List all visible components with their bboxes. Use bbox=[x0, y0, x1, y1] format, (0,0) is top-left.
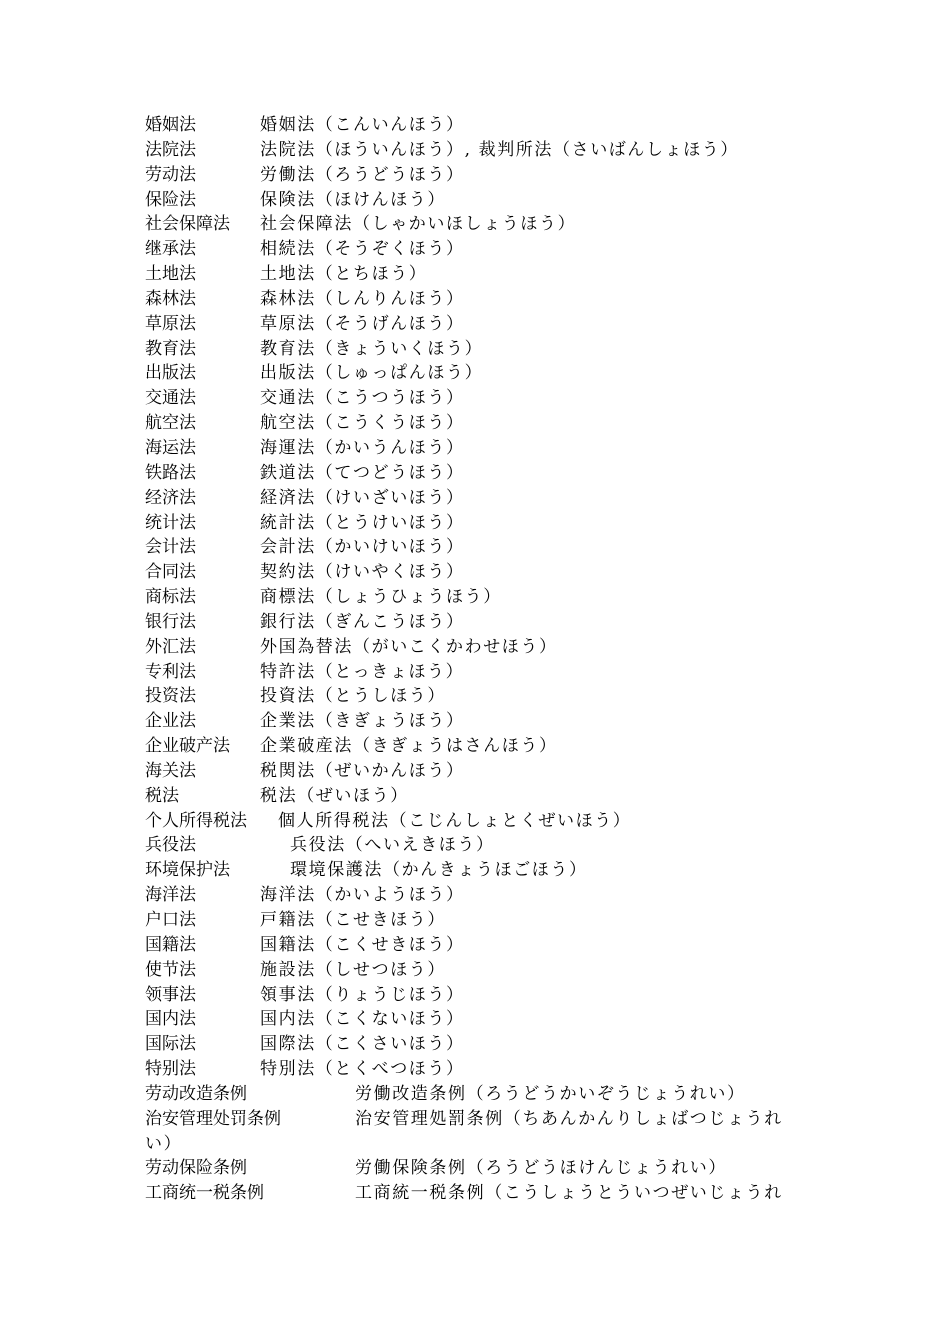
glossary-entry bbox=[145, 361, 805, 386]
japanese-term: 教育法（きょういくほう） bbox=[260, 338, 484, 359]
chinese-term: 森林法 bbox=[145, 288, 196, 309]
glossary-entry bbox=[145, 386, 805, 411]
chinese-term: 投资法 bbox=[145, 686, 196, 707]
glossary-entry bbox=[145, 983, 805, 1008]
glossary-entry bbox=[145, 858, 805, 883]
japanese-term: 個人所得税法（こじんしょとくぜいほう） bbox=[278, 810, 632, 831]
glossary-entry bbox=[145, 1181, 805, 1206]
japanese-term: 航空法（こうくうほう） bbox=[260, 413, 465, 434]
glossary-entry bbox=[145, 262, 805, 287]
japanese-term: 出版法（しゅっぱんほう） bbox=[260, 363, 484, 384]
chinese-term: 铁路法 bbox=[145, 462, 196, 483]
glossary-entry bbox=[145, 237, 805, 262]
japanese-term: 鉄道法（てつどうほう） bbox=[260, 462, 465, 483]
glossary-entry bbox=[145, 212, 805, 237]
japanese-term: 商標法（しょうひょうほう） bbox=[260, 587, 502, 608]
glossary-entry bbox=[145, 535, 805, 560]
japanese-term: 工商統一税条例（こうしょうとういつぜいじょうれ bbox=[355, 1183, 783, 1204]
glossary-entry bbox=[145, 1007, 805, 1032]
glossary-entry bbox=[145, 684, 805, 709]
japanese-term: 兵役法（へいえきほう） bbox=[290, 835, 495, 856]
glossary-entry bbox=[145, 337, 805, 362]
glossary-entry bbox=[145, 883, 805, 908]
glossary-entry bbox=[145, 833, 805, 858]
chinese-term: 国籍法 bbox=[145, 934, 196, 955]
japanese-term: 海洋法（かいようほう） bbox=[260, 885, 465, 906]
glossary-entry bbox=[145, 1057, 805, 1082]
japanese-term: 戸籍法（こせきほう） bbox=[260, 910, 446, 930]
glossary-entry bbox=[145, 1107, 805, 1132]
japanese-term: 労働改造条例（ろうどうかいぞうじょうれい） bbox=[355, 1083, 746, 1104]
japanese-term: 企業破産法（きぎょうはさんほう） bbox=[260, 736, 558, 757]
chinese-term: 社会保障法 bbox=[145, 214, 230, 235]
glossary-entry bbox=[145, 511, 805, 536]
chinese-term: 兵役法 bbox=[145, 835, 196, 856]
chinese-term: 劳动保险条例 bbox=[145, 1158, 247, 1179]
glossary-entry bbox=[145, 585, 805, 610]
japanese-term: 保険法（ほけんほう） bbox=[260, 189, 446, 210]
glossary-entry bbox=[145, 163, 805, 188]
glossary-entry bbox=[145, 411, 805, 436]
chinese-term: 税法 bbox=[145, 785, 179, 806]
glossary-entry bbox=[145, 138, 805, 163]
japanese-term: 交通法（こうつうほう） bbox=[260, 388, 465, 409]
chinese-term: 劳动改造条例 bbox=[145, 1083, 247, 1104]
chinese-term: 婚姻法 bbox=[145, 115, 196, 135]
japanese-term: 国際法（こくさいほう） bbox=[260, 1034, 465, 1055]
chinese-term: 经济法 bbox=[145, 487, 196, 508]
chinese-term: 外汇法 bbox=[145, 636, 196, 657]
chinese-term: 治安管理处罚条例 bbox=[145, 1108, 281, 1129]
glossary-entry bbox=[145, 809, 805, 834]
chinese-term: 海运法 bbox=[145, 437, 196, 458]
glossary-entry bbox=[145, 660, 805, 685]
japanese-term-continuation: い） bbox=[145, 1133, 183, 1154]
japanese-term: 施設法（しせつほう） bbox=[260, 959, 446, 980]
chinese-term: 出版法 bbox=[145, 363, 196, 384]
japanese-term: 婚姻法（こんいんほう） bbox=[260, 115, 465, 135]
chinese-term: 工商统一税条例 bbox=[145, 1183, 264, 1204]
glossary-entry bbox=[145, 709, 805, 734]
japanese-term: 税関法（ぜいかんほう） bbox=[260, 760, 465, 781]
japanese-term: 領事法（りょうじほう） bbox=[260, 984, 465, 1005]
chinese-term: 银行法 bbox=[145, 611, 196, 632]
chinese-term: 劳动法 bbox=[145, 164, 196, 185]
chinese-term: 国内法 bbox=[145, 1009, 196, 1030]
chinese-term: 使节法 bbox=[145, 959, 196, 980]
japanese-term: 労働法（ろうどうほう） bbox=[260, 164, 465, 185]
japanese-term: 治安管理処罰条例（ちあんかんりしょばつじょうれ bbox=[355, 1108, 783, 1129]
chinese-term: 领事法 bbox=[145, 984, 196, 1005]
glossary-entry bbox=[145, 486, 805, 511]
japanese-term: 法院法（ほういんほう）, 裁判所法（さいばんしょほう） bbox=[260, 139, 740, 160]
glossary-entry bbox=[145, 759, 805, 784]
japanese-term: 税法（ぜいほう） bbox=[260, 785, 409, 806]
chinese-term: 户口法 bbox=[145, 910, 196, 930]
chinese-term: 企业法 bbox=[145, 711, 196, 732]
glossary-entry bbox=[145, 908, 805, 933]
chinese-term: 法院法 bbox=[145, 139, 196, 160]
japanese-term: 海運法（かいうんほう） bbox=[260, 437, 465, 458]
chinese-term: 海洋法 bbox=[145, 885, 196, 906]
japanese-term: 銀行法（ぎんこうほう） bbox=[260, 611, 465, 632]
glossary-entry bbox=[145, 933, 805, 958]
glossary-entry bbox=[145, 1082, 805, 1107]
japanese-term: 労働保険条例（ろうどうほけんじょうれい） bbox=[355, 1158, 727, 1179]
glossary-entry bbox=[145, 312, 805, 337]
japanese-term: 経済法（けいざいほう） bbox=[260, 487, 465, 508]
japanese-term: 企業法（きぎょうほう） bbox=[260, 711, 465, 732]
japanese-term: 環境保護法（かんきょうほごほう） bbox=[290, 860, 588, 881]
chinese-term: 商标法 bbox=[145, 587, 196, 608]
glossary-entry bbox=[145, 188, 805, 213]
glossary-entry bbox=[145, 734, 805, 759]
japanese-term: 契約法（けいやくほう） bbox=[260, 562, 465, 583]
japanese-term: 会計法（かいけいほう） bbox=[260, 537, 465, 558]
japanese-term: 社会保障法（しゃかいほしょうほう） bbox=[260, 214, 577, 235]
glossary-entry bbox=[145, 287, 805, 312]
chinese-term: 企业破产法 bbox=[145, 736, 230, 757]
japanese-term: 特許法（とっきょほう） bbox=[260, 661, 465, 682]
glossary-entry bbox=[145, 560, 805, 585]
chinese-term: 土地法 bbox=[145, 264, 196, 285]
japanese-term: 統計法（とうけいほう） bbox=[260, 512, 465, 533]
glossary-entry bbox=[145, 635, 805, 660]
chinese-term: 专利法 bbox=[145, 661, 196, 682]
chinese-term: 保险法 bbox=[145, 189, 196, 210]
chinese-term: 继承法 bbox=[145, 239, 196, 260]
chinese-term: 统计法 bbox=[145, 512, 196, 533]
glossary-entry bbox=[145, 1156, 805, 1181]
glossary-entry bbox=[145, 113, 805, 138]
chinese-term: 会计法 bbox=[145, 537, 196, 558]
law-glossary-list bbox=[145, 113, 805, 1206]
chinese-term: 交通法 bbox=[145, 388, 196, 409]
japanese-term: 国籍法（こくせきほう） bbox=[260, 934, 465, 955]
glossary-entry bbox=[145, 461, 805, 486]
glossary-entry bbox=[145, 958, 805, 983]
chinese-term: 合同法 bbox=[145, 562, 196, 583]
chinese-term: 特别法 bbox=[145, 1059, 196, 1080]
glossary-entry bbox=[145, 436, 805, 461]
chinese-term: 海关法 bbox=[145, 760, 196, 781]
glossary-entry bbox=[145, 784, 805, 809]
chinese-term: 国际法 bbox=[145, 1034, 196, 1055]
japanese-term: 相続法（そうぞくほう） bbox=[260, 239, 465, 260]
glossary-entry bbox=[145, 1032, 805, 1057]
japanese-term: 草原法（そうげんほう） bbox=[260, 313, 465, 334]
chinese-term: 草原法 bbox=[145, 313, 196, 334]
japanese-term: 外国為替法（がいこくかわせほう） bbox=[260, 636, 558, 657]
japanese-term: 土地法（とちほう） bbox=[260, 264, 428, 285]
japanese-term: 特別法（とくべつほう） bbox=[260, 1059, 465, 1080]
japanese-term: 投資法（とうしほう） bbox=[260, 686, 446, 707]
chinese-term: 环境保护法 bbox=[145, 860, 230, 881]
chinese-term: 教育法 bbox=[145, 338, 196, 359]
japanese-term: 国内法（こくないほう） bbox=[260, 1009, 465, 1030]
glossary-entry bbox=[145, 610, 805, 635]
chinese-term: 航空法 bbox=[145, 413, 196, 434]
chinese-term: 个人所得税法 bbox=[145, 810, 247, 831]
japanese-term: 森林法（しんりんほう） bbox=[260, 288, 465, 309]
